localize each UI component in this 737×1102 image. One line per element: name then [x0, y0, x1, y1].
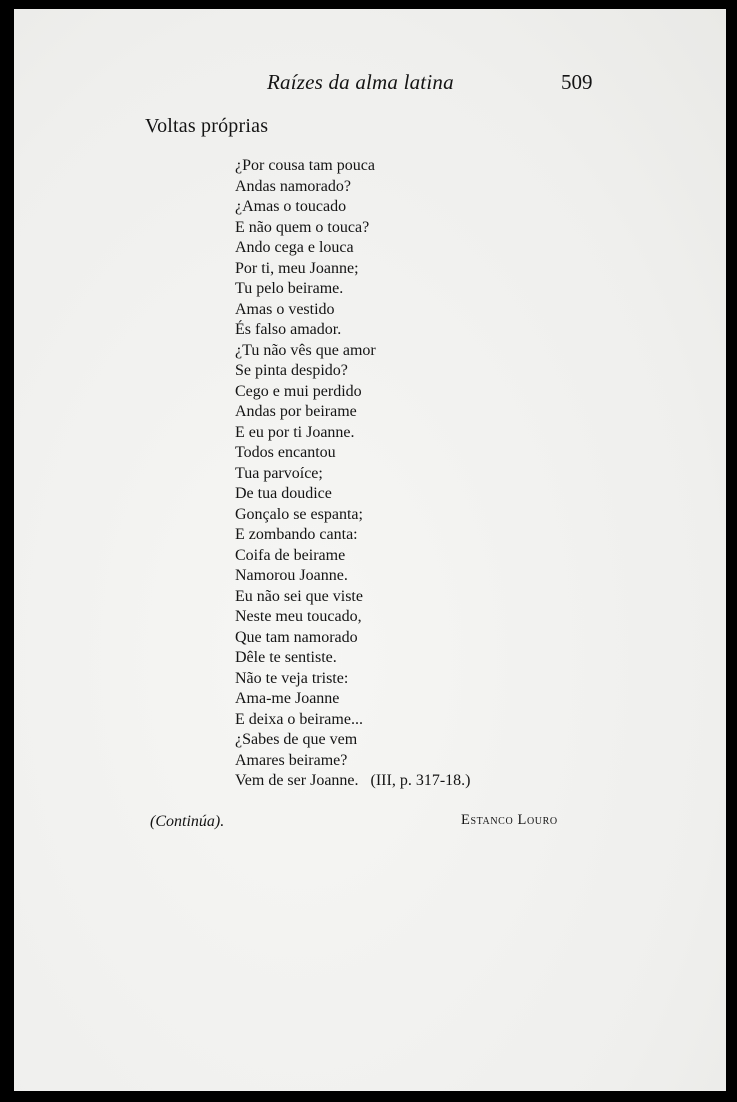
poem-line: ¿Sabes de que vem — [235, 731, 358, 748]
poem-line: Neste meu toucado, — [235, 608, 362, 625]
continuation-note: (Continúa). — [150, 813, 225, 830]
poem-line: Todos encantou — [235, 444, 336, 461]
poem-line: ¿Amas o toucado — [235, 198, 347, 215]
citation: (III, p. 317-18.) — [370, 772, 471, 789]
document-page — [14, 9, 726, 1091]
poem — [235, 156, 470, 792]
poem-line: Amas o vestido — [235, 300, 335, 318]
poem-line: Que tam namorado — [235, 628, 358, 646]
poem-line: Vem de ser Joanne. (III, p. 317-18.) — [235, 772, 471, 789]
poem-line: E eu por ti Joanne. — [235, 423, 355, 441]
poem-line: Gonçalo se espanta; — [235, 505, 363, 523]
poem-line: Andas por beirame — [235, 403, 357, 420]
poem-line: Eu não sei que viste — [235, 587, 363, 605]
poem-line: Ando cega e louca — [235, 239, 354, 256]
poem-line: Andas namorado? — [235, 177, 351, 195]
poem-line: Coifa de beirame — [235, 546, 346, 564]
poem-line: ¿Por cousa tam pouca — [235, 157, 375, 174]
section-title: Voltas próprias — [145, 115, 269, 137]
poem-line: Dêle te sentiste. — [235, 649, 337, 666]
poem-line: Se pinta despido? — [235, 362, 348, 379]
poem-line: És falso amador. — [235, 321, 342, 338]
author-signature: Estanco Louro — [461, 812, 558, 828]
poem-line: Ama-me Joanne — [235, 690, 340, 707]
poem-line: Não te veja triste: — [235, 669, 349, 687]
poem-line: Cego e mui perdido — [235, 382, 362, 400]
poem-line: Namorou Joanne. — [235, 567, 348, 584]
poem-line: Tu pelo beirame. — [235, 280, 344, 297]
poem-line: Amares beirame? — [235, 751, 348, 769]
running-title: Raízes da alma latina — [267, 70, 454, 94]
poem-line: E zombando canta: — [235, 526, 358, 543]
poem-line: Tua parvoíce; — [235, 464, 323, 482]
poem-line: Por ti, meu Joanne; — [235, 259, 359, 277]
poem-line: E não quem o touca? — [235, 218, 370, 236]
poem-line: De tua doudice — [235, 485, 332, 502]
poem-line: ¿Tu não vês que amor — [235, 341, 376, 359]
poem-line: E deixa o beirame... — [235, 710, 363, 728]
page-number: 509 — [561, 70, 593, 94]
